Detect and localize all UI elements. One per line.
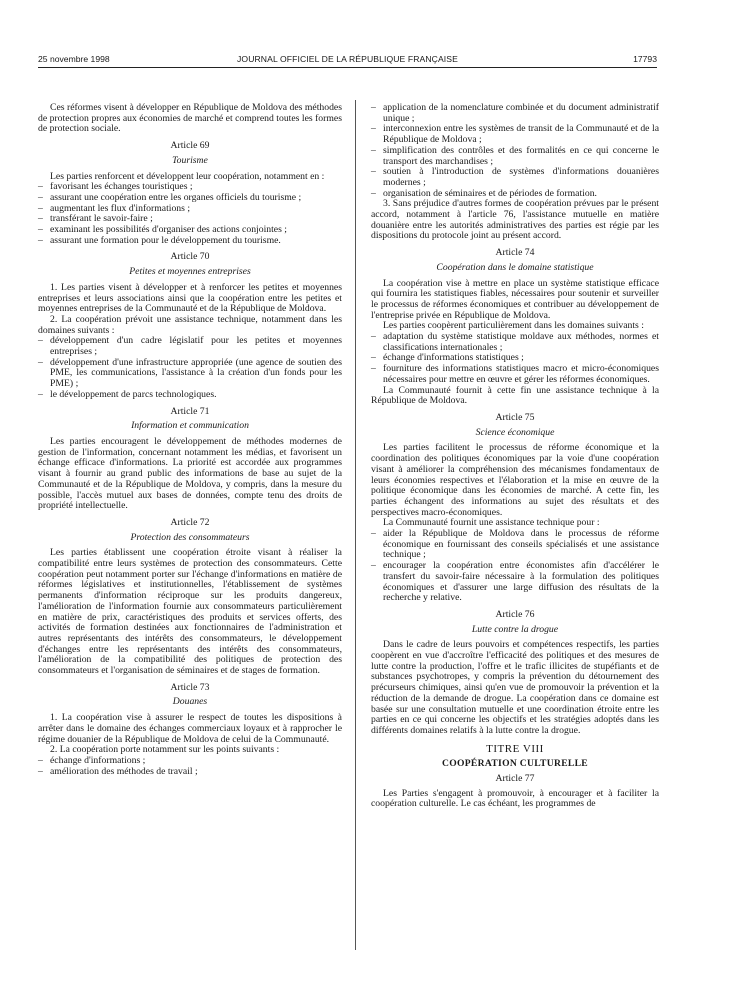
article-72-title: Article 72 bbox=[170, 516, 210, 528]
list-item: – adaptation du système statistique moldave aux méthodes, normes et classifications internationales ; bbox=[371, 332, 659, 353]
header-date: 25 novembre 1998 bbox=[38, 54, 110, 64]
article-74-paragraph-1: La coopération vise à mettre en place un système statistique efficace qui fournira les statistiques fiables, nécessaires pour soutenir et surveiller le processus de réformes économiques et contribuer au développement de l'entreprise privée en République de Moldova. bbox=[371, 277, 659, 321]
article-69-list bbox=[38, 182, 342, 246]
header-page-number: 17793 bbox=[633, 54, 657, 64]
page-header bbox=[38, 54, 657, 68]
list-item: – aider la République de Moldova dans le processus de réforme économique en fournissant des conseils spécialisés et une assistance technique ; bbox=[371, 529, 659, 561]
article-77-paragraph: Les Parties s'engagent à promouvoir, à encourager et à faciliter la coopération culturelle. Le cas échéant, les programmes de bbox=[371, 787, 659, 810]
article-73-list-continued bbox=[371, 103, 659, 199]
article-74-subtitle: Coopération dans le domaine statistique bbox=[436, 261, 594, 273]
header-rule bbox=[38, 67, 657, 68]
list-item: – assurant une formation pour le développement du tourisme. bbox=[38, 236, 342, 247]
left-column bbox=[38, 103, 342, 777]
list-item: – application de la nomenclature combinée et du document administratif unique ; bbox=[371, 103, 659, 124]
article-73-paragraph-1: 1. La coopération vise à assurer le respect de toutes les dispositions à arrêter dans le domaine des échanges commerciaux loyaux et à rapprocher le régime douanier de la République de Moldova de celui de la Communauté. bbox=[38, 712, 342, 745]
list-item: – fourniture des informations statistiques macro et micro-économiques nécessaires pour mettre en œuvre et gérer les réformes économiques. bbox=[371, 364, 659, 385]
list-item: – simplification des contrôles et des formalités en ce qui concerne le transport des marchandises ; bbox=[371, 146, 659, 167]
article-76-subtitle: Lutte contre la drogue bbox=[471, 623, 559, 635]
article-70-title: Article 70 bbox=[170, 251, 210, 263]
article-72-subtitle: Protection des consommateurs bbox=[130, 531, 250, 543]
article-73-paragraph-2: 2. La coopération porte notamment sur les points suivants : bbox=[50, 744, 280, 756]
article-73-subtitle: Douanes bbox=[172, 696, 208, 708]
article-69-subtitle: Tourisme bbox=[172, 154, 208, 166]
article-75-paragraph-2: La Communauté fournit une assistance technique pour : bbox=[383, 517, 600, 529]
list-item: – soutien à l'introduction de systèmes d'informations douanières modernes ; bbox=[371, 167, 659, 188]
list-item: – développement d'un cadre législatif pour les petites et moyennes entreprises ; bbox=[38, 336, 342, 357]
article-73-paragraph-3: 3. Sans préjudice d'autres formes de coopération prévues par le présent accord, notamment à l'article 76, l'assistance mutuelle en matière douanière entre les autorités administratives des parties est régie par les dispositions du protocole joint au présent accord. bbox=[371, 198, 659, 242]
article-71-paragraph: Les parties encouragent le développement de méthodes modernes de gestion de l'information, concernant notamment les médias, et favorisent un échange efficace d'informations. La priorité est accordée aux programmes visant à fournir au grand public des informations de base au sujet de la Communauté et de la République de Moldova, y compris, dans la mesure du possible, l'accès mutuel aux bases de données, compte tenu des droits de propriété intellectuelle. bbox=[38, 435, 342, 512]
list-item: – interconnexion entre les systèmes de transit de la Communauté et de la République de Moldova ; bbox=[371, 124, 659, 145]
article-70-paragraph-1: 1. Les parties visent à développer et à renforcer les petites et moyennes entreprises et leurs associations ainsi que la coopération entre les petites et moyennes entreprises de la Communauté et de la République de Moldova. bbox=[38, 281, 342, 315]
list-item: – transférant le savoir-faire ; bbox=[38, 214, 342, 225]
list-item: – assurant une coopération entre les organes officiels du tourisme ; bbox=[38, 193, 342, 204]
list-item: – le développement de parcs technologiques. bbox=[38, 390, 342, 401]
article-76-paragraph: Dans le cadre de leurs pouvoirs et compétences respectifs, les parties coopèrent en vue d'accroître l'efficacité des politiques et des mesures de lutte contre la production, l'offre et le trafic illicites de stupéfiants et de substances psychotropes, y compris la prévention du détournement des précurseurs chimiques, ainsi qu'en vue de promouvoir la prévention et la réduction de la demande de drogue. La coopération dans ce domaine est basée sur une consultation mutuelle et une coordination étroite entre les parties en ce qui concerne les objectifs et les stratégies adoptés dans les différents domaines relatifs à la lutte contre la drogue. bbox=[371, 639, 659, 736]
list-item: – amélioration des méthodes de travail ; bbox=[38, 767, 342, 778]
article-75-title: Article 75 bbox=[495, 411, 535, 423]
list-item: – encourager la coopération entre économistes afin d'accélérer le transfert du savoir-faire nécessaire à la formulation des politiques économiques et d'assurer une large diffusion des résultats de la recherche y relative. bbox=[371, 561, 659, 604]
article-70-paragraph-2: 2. La coopération prévoit une assistance technique, notamment dans les domaines suivants : bbox=[38, 313, 342, 336]
list-item: – échange d'informations statistiques ; bbox=[371, 353, 659, 364]
article-69-title: Article 69 bbox=[170, 140, 210, 152]
column-divider bbox=[355, 100, 356, 950]
article-75-subtitle: Science économique bbox=[475, 426, 555, 438]
article-75-list bbox=[371, 529, 659, 604]
right-column bbox=[371, 103, 659, 810]
article-73-title: Article 73 bbox=[170, 681, 210, 693]
article-73-list bbox=[38, 756, 342, 777]
article-75-paragraph-1: Les parties facilitent le processus de réforme économique et la coordination des politiques économiques par la voie d'une coopération visant à améliorer la compréhension des mécanismes fondamentaux de leurs économies respectives et l'élaboration et la mise en œuvre de la politique économique dans les économies de marché. A cette fin, les parties échangent des informations au sujet des résultats et des perspectives macro-économiques. bbox=[371, 442, 659, 518]
article-76-title: Article 76 bbox=[495, 608, 535, 620]
article-69-paragraph: Les parties renforcent et développent leur coopération, notamment en : bbox=[50, 170, 325, 182]
header-journal-title: JOURNAL OFFICIEL DE LA RÉPUBLIQUE FRANÇAISE bbox=[237, 54, 458, 64]
article-70-list bbox=[38, 336, 342, 400]
list-item: – favorisant les échanges touristiques ; bbox=[38, 182, 342, 193]
list-item: – développement d'une infrastructure appropriée (une agence de soutien des PME, les communications, l'assistance à la création d'un fonds pour les PME) ; bbox=[38, 358, 342, 390]
list-item: – organisation de séminaires et de périodes de formation. bbox=[371, 189, 659, 200]
list-item: – échange d'informations ; bbox=[38, 756, 342, 767]
article-74-paragraph-3: La Communauté fournit à cette fin une assistance technique à la République de Moldova. bbox=[371, 384, 659, 407]
titre-viii-heading: TITRE VIII bbox=[486, 742, 544, 755]
article-74-list bbox=[371, 332, 659, 386]
article-71-title: Article 71 bbox=[170, 405, 210, 417]
article-70-subtitle: Petites et moyennes entreprises bbox=[129, 266, 251, 278]
list-item: – augmentant les flux d'informations ; bbox=[38, 204, 342, 215]
intro-paragraph: Ces réformes visent à développer en République de Moldova des méthodes de protection propres aux économies de marché et comprend toutes les formes de protection sociale. bbox=[38, 102, 342, 135]
list-item: – examinant les possibilités d'organiser des actions conjointes ; bbox=[38, 225, 342, 236]
article-74-title: Article 74 bbox=[495, 247, 535, 259]
article-72-paragraph: Les parties établissent une coopération étroite visant à réaliser la compatibilité entre leurs systèmes de protection des consommateurs. Cette coopération peut notamment porter sur l'échange d'informations en matière de réformes législatives et institutionnelles, l'établissement de systèmes permanents d'information réciproque sur les produits dangereux, l'amélioration de l'information fournie aux consommateurs particulièrement en matière de prix, caractéristiques des produits et services offerts, des activités de formation destinées aux fonctionnaires de l'administration et autres représentants des intérêts des consommateurs, le développement d'échanges entre les représentants des intérêts des consommateurs, l'amélioration de la compatibilité des politiques de protection des consommateurs et l'organisation de séminaires et de stages de formation. bbox=[38, 547, 342, 677]
article-71-subtitle: Information et communication bbox=[131, 420, 249, 432]
titre-viii-caption: COOPÉRATION CULTURELLE bbox=[441, 758, 588, 770]
article-77-title: Article 77 bbox=[495, 773, 535, 785]
article-74-paragraph-2: Les parties coopèrent particulièrement dans les domaines suivants : bbox=[383, 320, 644, 332]
